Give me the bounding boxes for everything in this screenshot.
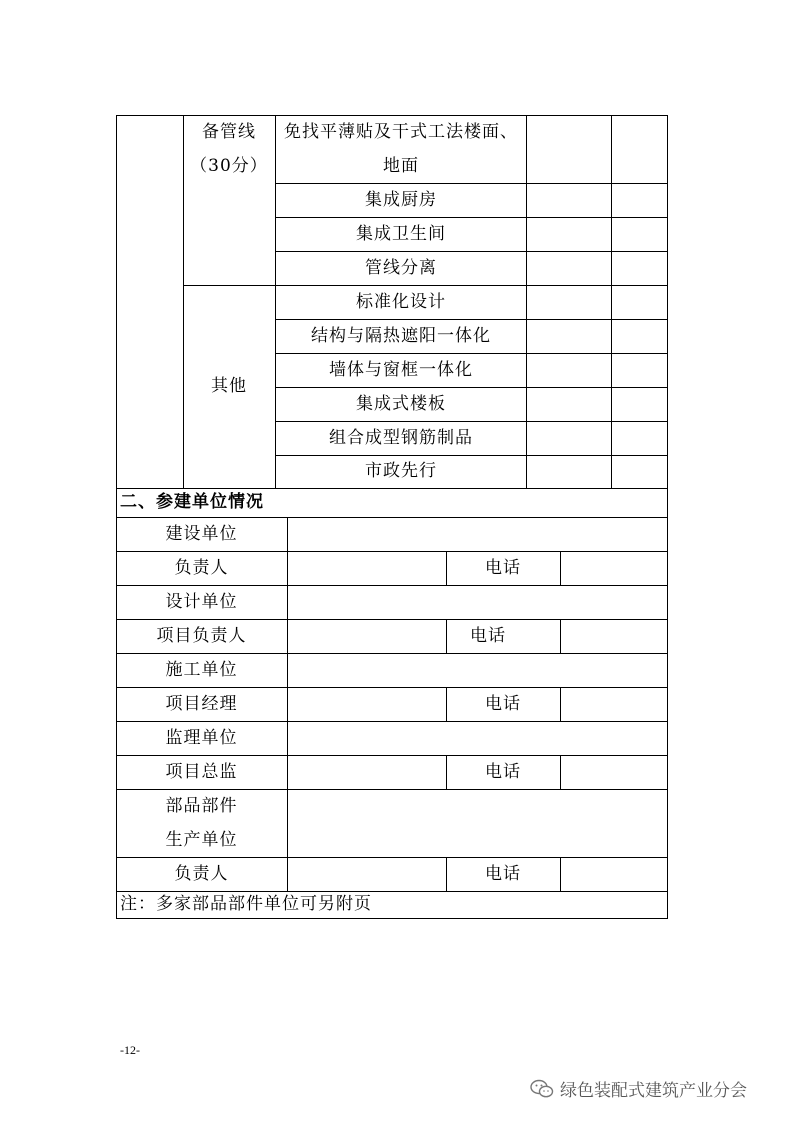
label-project-manager: 项目经理 [165,693,238,714]
section2-heading: 二、参建单位情况 [120,492,264,512]
label-project-leader: 项目负责人 [156,625,247,646]
prefab-item-pipeline: 管线分离 [365,257,437,278]
prefab-item-bathroom: 集成卫生间 [356,223,446,244]
category-prefab-line2: （30分） [190,156,268,176]
label-parts-unit [116,789,287,857]
category-other-label: 其他 [211,376,247,396]
label-parts-unit-line2: 生产单位 [165,830,238,850]
label-leader-2: 负责人 [174,863,229,884]
label-parts-unit-line1: 部品部件 [165,796,238,816]
prefab-item-kitchen: 集成厨房 [365,189,437,210]
other-item-rebar: 组合成型钢筋制品 [329,427,473,448]
label-supervision-unit: 监理单位 [165,727,238,748]
other-item-wall-window: 墙体与窗框一体化 [329,359,473,380]
other-item-structure-shading: 结构与隔热遮阳一体化 [311,325,491,346]
label-phone-4: 电话 [485,761,521,782]
page-number: -12- [120,1043,140,1057]
watermark [530,1076,747,1101]
label-chief-supervisor: 项目总监 [165,761,238,782]
other-item-municipal: 市政先行 [365,461,437,481]
label-phone-2: 电话 [470,625,506,646]
watermark-text: 绿色装配式建筑产业分会 [560,1081,747,1101]
label-phone-5: 电话 [485,863,521,884]
wechat-icon [530,1079,554,1099]
other-item-floor-slab: 集成式楼板 [356,393,446,414]
application-form-table [116,115,668,919]
label-phone-3: 电话 [485,693,521,714]
prefab-item-floor: 免找平薄贴及干式工法楼面、地面 [284,122,518,176]
table-note: 注：多家部品部件单位可另附页 [120,894,372,914]
label-design-unit: 设计单位 [165,591,238,612]
label-phone-1: 电话 [485,557,521,578]
label-construction-unit: 建设单位 [165,523,238,544]
label-build-unit: 施工单位 [165,659,238,680]
label-leader-1: 负责人 [174,557,229,578]
category-prefab-label [183,115,275,183]
other-item-standard-design: 标准化设计 [356,291,446,312]
category-prefab-line1: 备管线 [202,122,256,142]
